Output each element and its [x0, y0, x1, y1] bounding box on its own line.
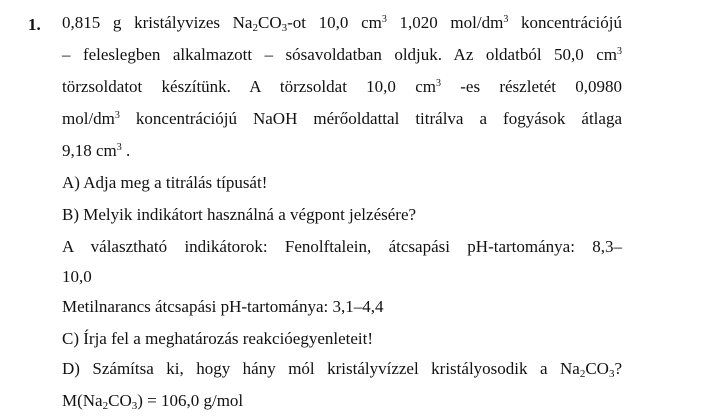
text-segment: – feleslegben alkalmazott – sósavoldatban oldjuk. Az oldatból 50,0 cm	[62, 45, 617, 64]
superscript: 3	[114, 110, 120, 121]
text-segment: koncentrációjú NaOH mérőoldattal titrálva a fogyások átlaga	[119, 109, 622, 128]
problem-line-1	[62, 12, 622, 34]
superscript: 3	[116, 142, 122, 153]
methyl-orange-range: Metilnarancs átcsapási pH-tartománya: 3,1–4,4	[62, 297, 384, 316]
question-c: C) Írja fel a meghatározás reakcióegyenleteit!	[62, 329, 374, 348]
indicator-range-end: 10,0	[62, 267, 92, 286]
subscript: 2	[579, 368, 586, 380]
question-d	[62, 358, 622, 380]
text-segment: törzsoldatot készítünk. A törzsoldat 10,0 cm	[62, 77, 436, 96]
subscript: 2	[102, 400, 109, 412]
text-segment: 1,020 mol/dm	[386, 13, 504, 32]
problem-number: 1.	[28, 15, 41, 34]
question-b: B) Melyik indikátort használná a végpont jelzésére?	[62, 205, 417, 224]
text-segment: M(Na	[62, 391, 103, 410]
text-segment: koncentrációjú	[508, 13, 622, 32]
subscript: 2	[252, 22, 258, 34]
subscript: 3	[131, 400, 138, 412]
text-segment: 9,18 cm	[62, 141, 117, 160]
question-a: A) Adja meg a titrálás típusát!	[62, 173, 268, 192]
text-segment: .	[121, 141, 131, 160]
indicator-options-line: A választható indikátorok: Fenolftalein, átcsapási pH-tartománya: 8,3–	[62, 237, 622, 256]
problem-line-3	[62, 76, 622, 98]
text-segment: CO	[108, 391, 132, 410]
problem-line-4	[62, 108, 622, 130]
text-segment: ?	[614, 359, 622, 378]
text-segment: 0,815 g kristályvizes Na	[62, 13, 253, 32]
subscript: 3	[281, 22, 288, 34]
text-segment: ) = 106,0 g/mol	[137, 391, 244, 410]
problem-line-2	[62, 44, 622, 66]
superscript: 3	[435, 78, 441, 89]
subscript: 3	[608, 368, 615, 380]
problem-line-5	[62, 140, 622, 162]
text-segment: D) Számítsa ki, hogy hány mól kristályvízzel kristályosodik a Na	[62, 359, 580, 378]
superscript: 3	[503, 14, 509, 25]
text-segment: CO	[257, 13, 282, 32]
text-segment: mol/dm	[62, 109, 115, 128]
text-segment: -ot 10,0 cm	[287, 13, 382, 32]
molar-mass	[62, 390, 622, 412]
superscript: 3	[381, 14, 387, 25]
superscript: 3	[617, 46, 622, 57]
text-segment: -es részletét 0,0980	[440, 77, 622, 96]
text-segment: CO	[585, 359, 609, 378]
